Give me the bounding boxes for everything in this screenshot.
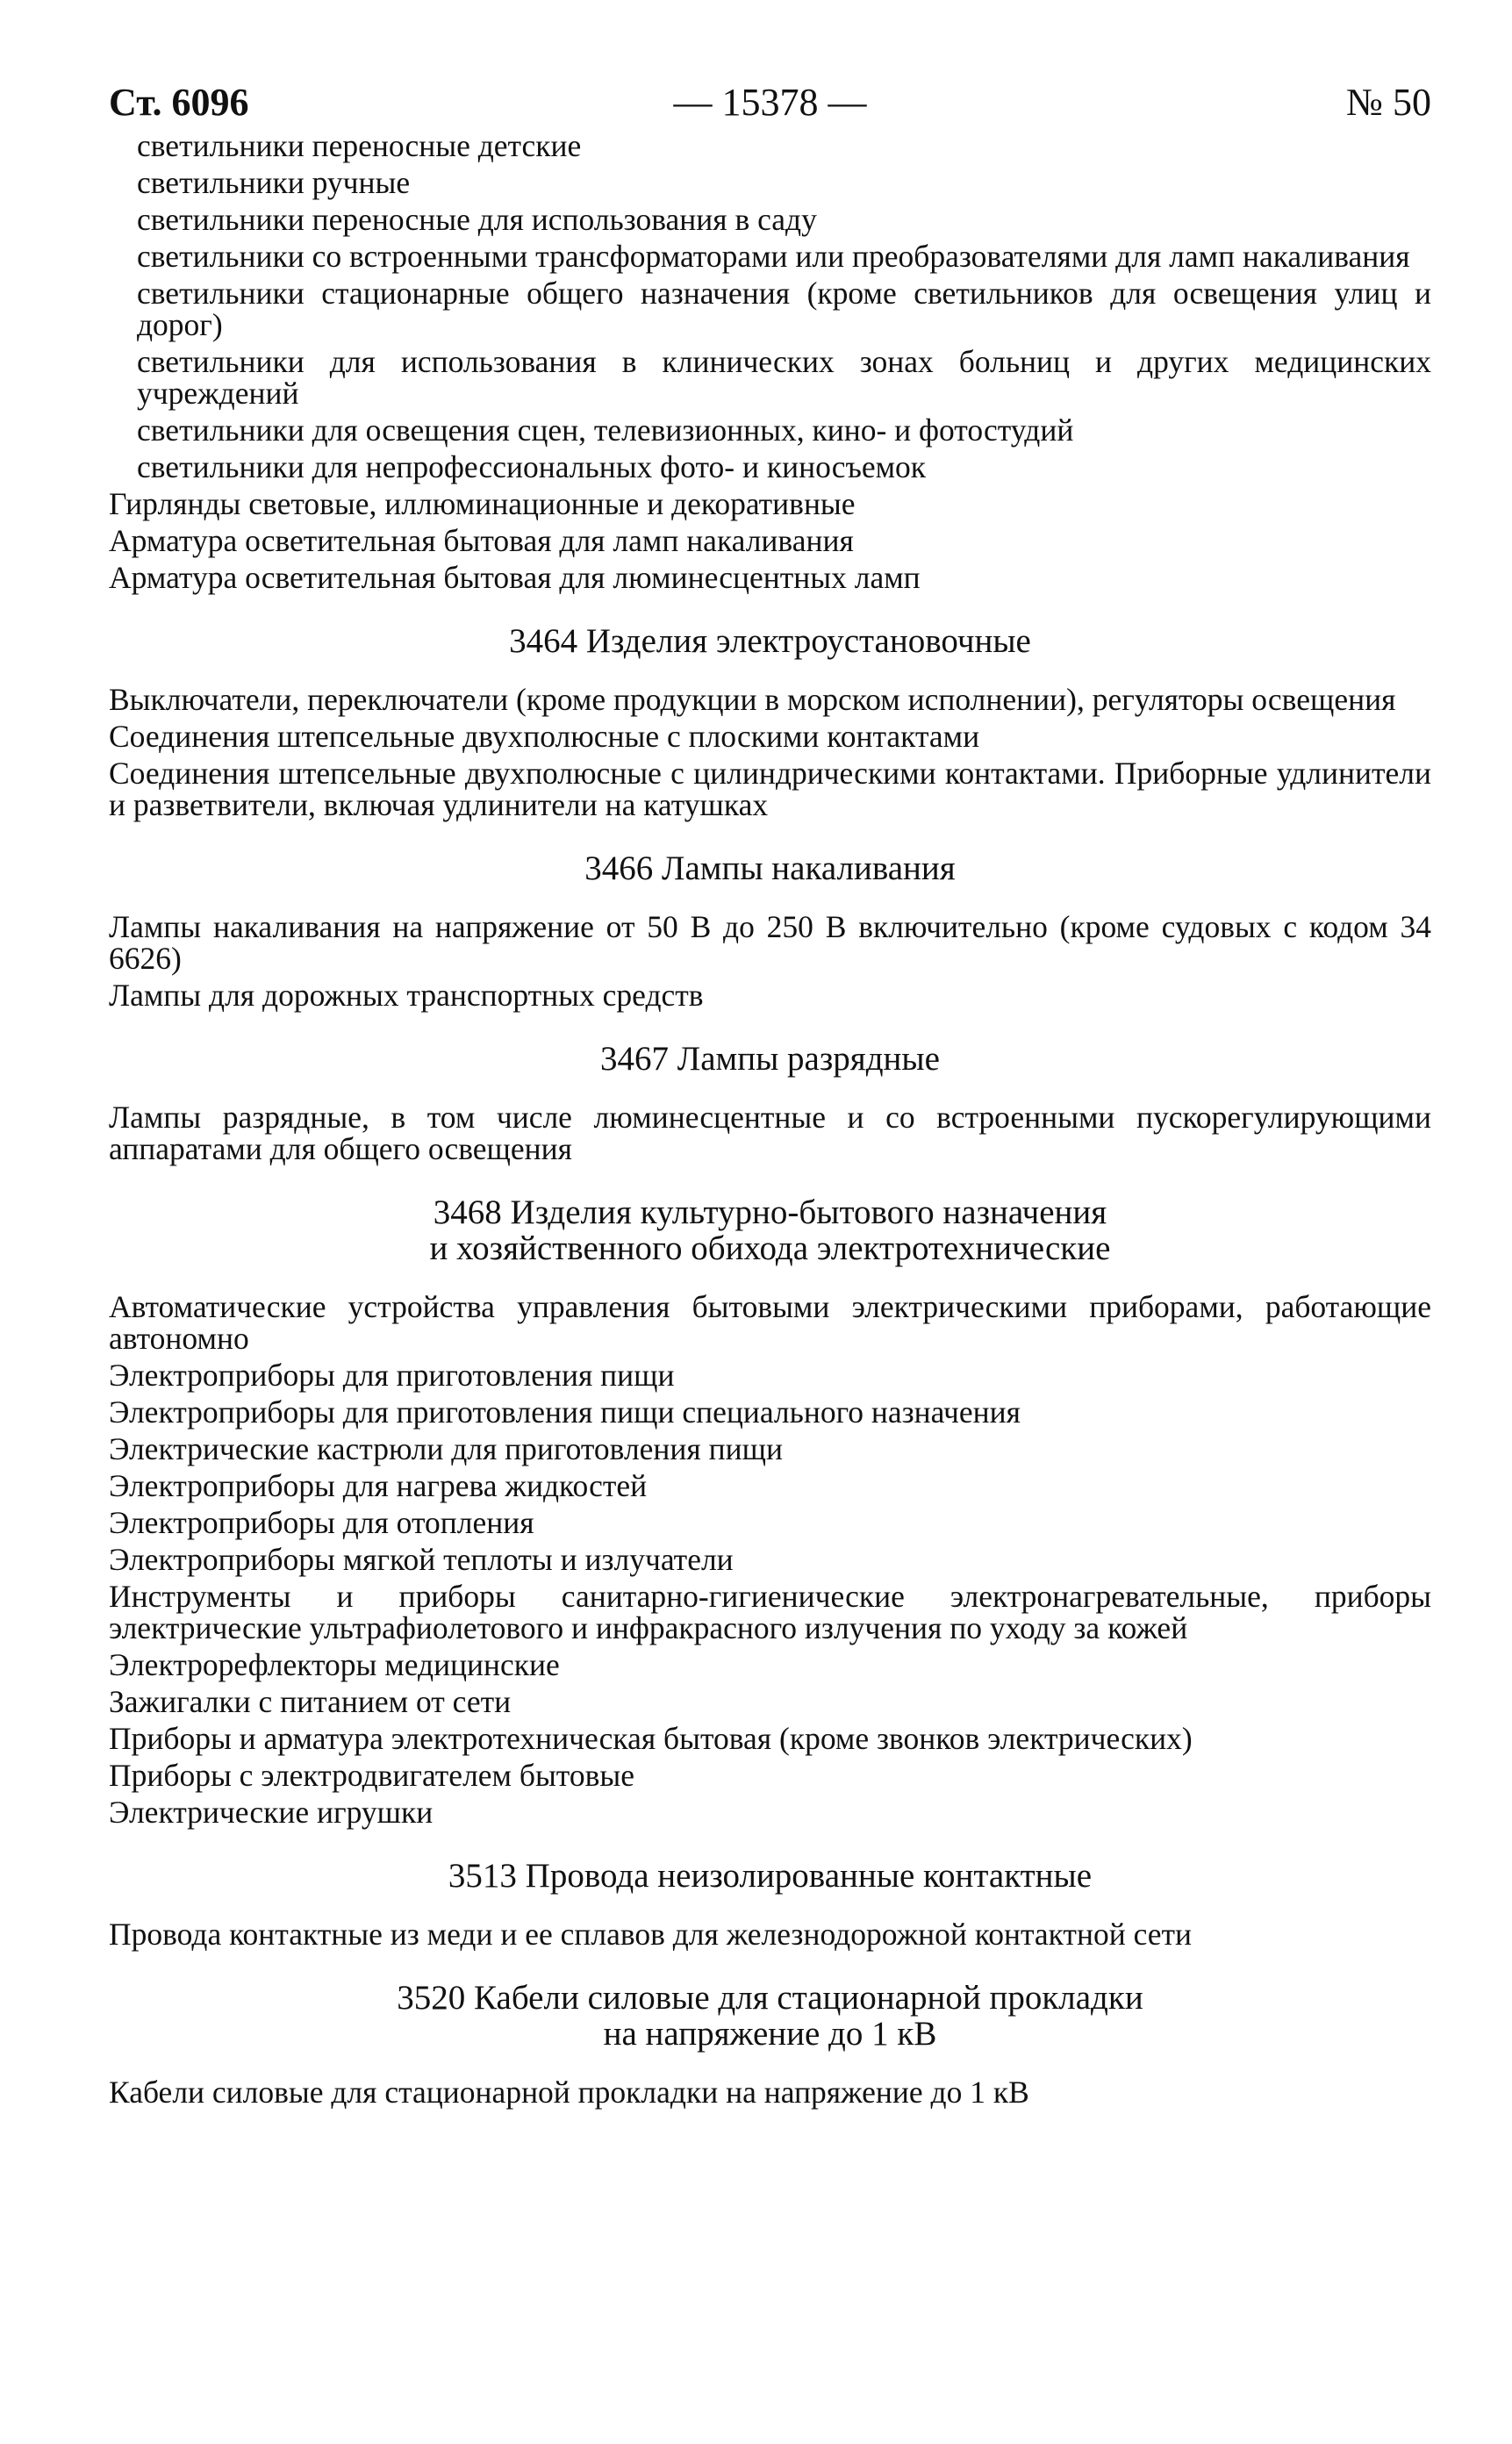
section-title-line: 3513 Провода неизолированные контактные xyxy=(448,1857,1093,1895)
list-item: Электроприборы для нагрева жидкостей xyxy=(109,1468,648,1503)
issue-number: № 50 xyxy=(1346,81,1431,124)
list-item: Приборы и арматура электротехническая бытовая (кроме звонков электрических) xyxy=(109,1721,1193,1756)
section-title xyxy=(109,623,1431,659)
list-item: светильники переносные для использования в саду xyxy=(137,202,817,237)
list-item: Соединения штепсельные двухполюсные с плоскими контактами xyxy=(109,719,980,754)
list-item: светильники переносные детские xyxy=(137,128,582,163)
list-item: Электроприборы мягкой теплоты и излучатели xyxy=(109,1542,734,1577)
list-item: Выключатели, переключатели (кроме продукции в морском исполнении), регуляторы освещения xyxy=(109,682,1396,717)
list-item: Лампы разрядные, в том числе люминесцентные и со встроенными пускорегулирующими аппаратами для общего освещения xyxy=(109,1100,1431,1166)
list-item: Кабели силовые для стационарной прокладки на напряжение до 1 кВ xyxy=(109,2075,1029,2110)
list-item: Приборы с электродвигателем бытовые xyxy=(109,1758,634,1793)
section xyxy=(109,1980,1431,2108)
list-item: Гирлянды световые, иллюминационные и декоративные xyxy=(109,486,856,521)
list-item: Электроприборы для приготовления пищи xyxy=(109,1358,675,1393)
section-title-line: 3464 Изделия электроустановочные xyxy=(509,622,1031,660)
list-item: Арматура осветительная бытовая для ламп накаливания xyxy=(109,523,854,558)
continued-list xyxy=(109,130,1431,593)
list-item: Зажигалки с питанием от сети xyxy=(109,1684,512,1719)
section-title-line: на напряжение до 1 кВ xyxy=(603,2015,937,2053)
list-item: Электрические игрушки xyxy=(109,1795,434,1830)
section-title xyxy=(109,1194,1431,1266)
section xyxy=(109,623,1431,821)
list-item: Электрорефлекторы медицинские xyxy=(109,1647,560,1682)
sections-container xyxy=(109,623,1431,2108)
page-header xyxy=(109,77,1431,128)
section xyxy=(109,1041,1431,1165)
list-item: Провода контактные из меди и ее сплавов для железнодорожной контактной сети xyxy=(109,1917,1193,1952)
document-page xyxy=(109,77,1431,2113)
section xyxy=(109,850,1431,1011)
list-item: Автоматические устройства управления бытовыми электрическими приборами, работающие автономно xyxy=(109,1289,1431,1356)
page-number: — 15378 — xyxy=(673,81,867,124)
list-item: Инструменты и приборы санитарно-гигиенические электронагревательные, приборы электрические ультрафиолетового и инфракрасного излучения по уходу за кожей xyxy=(109,1579,1431,1645)
section xyxy=(109,1194,1431,1828)
list-item: светильники для непрофессиональных фото- и киносъемок xyxy=(137,449,927,484)
list-item: светильники для освещения сцен, телевизионных, кино- и фотостудий xyxy=(137,412,1074,448)
list-item: Соединения штепсельные двухполюсные с цилиндрическими контактами. Приборные удлинители и разветвители, включая удлинители на катушках xyxy=(109,756,1431,822)
list-item: светильники со встроенными трансформаторами или преобразователями для ламп накаливания xyxy=(137,239,1410,274)
section-title-line: 3468 Изделия культурно-бытового назначения xyxy=(433,1193,1107,1231)
list-item: Лампы для дорожных транспортных средств xyxy=(109,978,704,1013)
section-title-line: 3466 Лампы накаливания xyxy=(584,849,956,887)
list-item: светильники для использования в клинических зонах больниц и других медицинских учреждений xyxy=(137,344,1431,411)
document-body xyxy=(109,130,1431,2108)
list-item: Электроприборы для приготовления пищи специального назначения xyxy=(109,1394,1021,1430)
section-title-line: и хозяйственного обихода электротехнические xyxy=(429,1229,1111,1267)
section xyxy=(109,1858,1431,1950)
list-item: Электроприборы для отопления xyxy=(109,1505,534,1540)
list-item: Лампы накаливания на напряжение от 50 В до 250 В включительно (кроме судовых с кодом 34 6626) xyxy=(109,909,1431,976)
list-item: светильники ручные xyxy=(137,165,411,200)
section-title-line: 3520 Кабели силовые для стационарной прокладки xyxy=(397,1979,1143,2017)
list-item: Арматура осветительная бытовая для люминесцентных ламп xyxy=(109,560,921,595)
list-item: светильники стационарные общего назначения (кроме светильников для освещения улиц и дорог) xyxy=(137,276,1431,342)
article-number: Ст. 6096 xyxy=(109,81,249,124)
section-title xyxy=(109,1041,1431,1077)
section-title xyxy=(109,1980,1431,2052)
section-title xyxy=(109,850,1431,886)
section-title xyxy=(109,1858,1431,1894)
list-item: Электрические кастрюли для приготовления пищи xyxy=(109,1431,783,1466)
section-title-line: 3467 Лампы разрядные xyxy=(600,1040,940,1078)
